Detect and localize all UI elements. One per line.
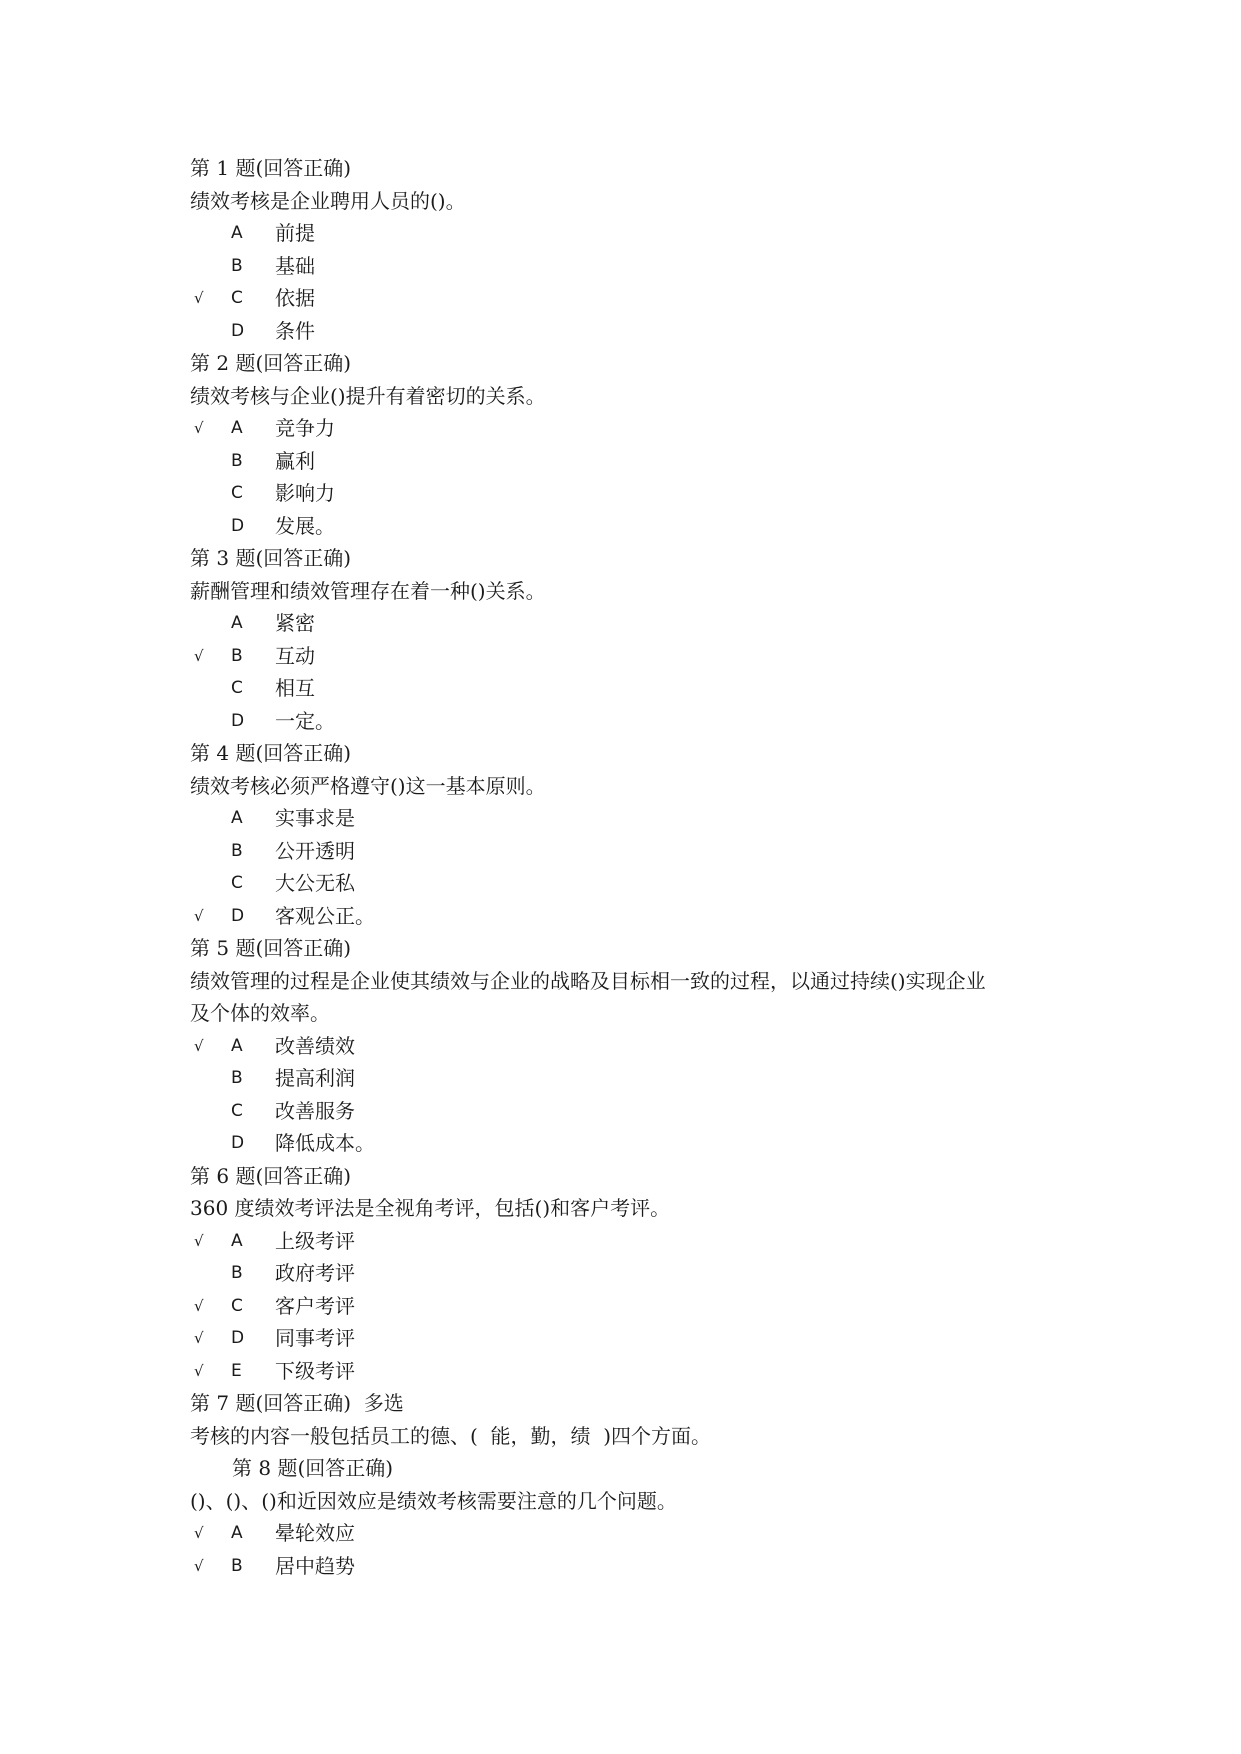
option-text: 提高利润 [275, 1066, 355, 1090]
question-8 [190, 1452, 1070, 1582]
option-d [190, 900, 1070, 933]
question-text: 绩效考核必须严格遵守()这一基本原则。 [190, 773, 546, 798]
question-1 [190, 152, 1070, 347]
question-header: 第 3 题(回答正确) [190, 546, 352, 570]
option-letter: D [231, 320, 245, 341]
option-letter: B [231, 840, 243, 861]
question-header: 第 8 题(回答正确) [232, 1456, 394, 1480]
question-text: ()、()、()和近因效应是绩效考核需要注意的几个问题。 [190, 1488, 677, 1513]
option-letter: D [231, 905, 245, 926]
option-c [190, 672, 1070, 705]
option-c [190, 867, 1070, 900]
option-letter: C [231, 1100, 243, 1121]
option-text: 客户考评 [275, 1293, 355, 1318]
option-b [190, 640, 1070, 673]
option-text: 实事求是 [275, 806, 355, 830]
check-mark-icon: √ [194, 1361, 204, 1380]
check-mark-icon: √ [194, 906, 204, 925]
option-b [190, 835, 1070, 868]
option-letter: C [231, 288, 243, 308]
question-6 [190, 1160, 1070, 1388]
question-text: 360 度绩效考评法是全视角考评，包括()和客户考评。 [190, 1196, 671, 1220]
option-letter: E [231, 1360, 242, 1381]
option-b [190, 445, 1070, 478]
option-letter: D [231, 1328, 245, 1348]
option-text: 基础 [275, 253, 315, 278]
option-text: 降低成本。 [275, 1131, 375, 1155]
question-header: 第 7 题(回答正确) 多选 [190, 1391, 404, 1415]
option-e [190, 1355, 1070, 1388]
question-2 [190, 347, 1070, 542]
option-text: 前提 [275, 221, 315, 245]
option-letter: D [231, 1133, 245, 1153]
option-letter: B [231, 1263, 243, 1283]
option-c [190, 282, 1070, 315]
option-text: 竞争力 [275, 416, 335, 440]
option-text: 一定。 [275, 708, 335, 733]
option-letter: A [231, 808, 243, 828]
question-text: 绩效考核与企业()提升有着密切的关系。 [190, 383, 546, 408]
option-letter: A [231, 418, 243, 438]
question-text: 薪酬管理和绩效管理存在着一种()关系。 [190, 578, 546, 603]
question-3 [190, 542, 1070, 737]
option-d [190, 510, 1070, 543]
option-a [190, 802, 1070, 835]
option-letter: A [231, 613, 243, 633]
option-b [190, 1257, 1070, 1290]
option-text: 影响力 [275, 481, 335, 505]
option-text: 同事考评 [275, 1326, 355, 1350]
option-letter: B [231, 255, 243, 276]
option-text: 政府考评 [275, 1261, 355, 1285]
option-text: 依据 [275, 286, 315, 310]
option-d [190, 315, 1070, 348]
option-text: 下级考评 [275, 1358, 355, 1383]
option-text: 互动 [275, 643, 315, 668]
check-mark-icon: √ [194, 1231, 204, 1250]
option-a [190, 1517, 1070, 1550]
question-header: 第 2 题(回答正确) [190, 351, 352, 375]
option-text: 赢利 [275, 448, 315, 473]
question-4 [190, 737, 1070, 932]
option-letter: A [231, 1523, 243, 1543]
option-text: 上级考评 [275, 1228, 355, 1253]
option-letter: D [231, 515, 245, 536]
option-text: 紧密 [275, 611, 315, 635]
option-letter: C [231, 483, 243, 503]
option-letter: C [231, 873, 243, 893]
option-text: 大公无私 [275, 871, 355, 895]
option-a [190, 1225, 1070, 1258]
option-d [190, 705, 1070, 738]
option-text: 改善服务 [275, 1098, 355, 1123]
check-mark-icon: √ [194, 1329, 204, 1347]
option-a [190, 607, 1070, 640]
question-text: 考核的内容一般包括员工的德、( 能，勤，绩 )四个方面。 [190, 1423, 712, 1448]
option-a [190, 1030, 1070, 1063]
option-text: 改善绩效 [275, 1033, 355, 1058]
check-mark-icon: √ [194, 289, 204, 307]
question-5 [190, 932, 1070, 1160]
check-mark-icon: √ [194, 646, 204, 665]
option-text: 相互 [275, 676, 315, 700]
option-letter: A [231, 1230, 243, 1251]
check-mark-icon: √ [194, 1524, 204, 1542]
question-header: 第 4 题(回答正确) [190, 741, 352, 765]
check-mark-icon: √ [194, 419, 204, 437]
question-7 [190, 1387, 1070, 1452]
option-letter: B [231, 1555, 243, 1576]
question-text-line-1: 绩效管理的过程是企业使其绩效与企业的战略及目标相一致的过程，以通过持续()实现企业 [190, 968, 986, 993]
option-c [190, 1290, 1070, 1323]
option-letter: D [231, 710, 245, 731]
question-header: 第 6 题(回答正确) [190, 1163, 352, 1188]
question-text-line-2: 及个体的效率。 [190, 1001, 330, 1025]
option-b [190, 250, 1070, 283]
question-text: 绩效考核是企业聘用人员的()。 [190, 188, 466, 213]
option-c [190, 1095, 1070, 1128]
option-d [190, 1322, 1070, 1355]
option-letter: B [231, 1068, 243, 1088]
option-text: 晕轮效应 [275, 1521, 355, 1545]
option-d [190, 1127, 1070, 1160]
option-letter: A [231, 1035, 243, 1056]
option-text: 居中趋势 [275, 1553, 355, 1578]
option-c [190, 477, 1070, 510]
question-header: 第 1 题(回答正确) [190, 156, 352, 180]
option-text: 客观公正。 [275, 903, 375, 928]
option-a [190, 412, 1070, 445]
option-b [190, 1062, 1070, 1095]
check-mark-icon: √ [194, 1556, 204, 1575]
option-letter: A [231, 223, 243, 243]
option-a [190, 217, 1070, 250]
option-letter: C [231, 1295, 243, 1316]
check-mark-icon: √ [194, 1296, 204, 1315]
option-text: 条件 [275, 318, 315, 343]
option-letter: B [231, 450, 243, 471]
question-header: 第 5 题(回答正确) [190, 936, 352, 960]
option-b [190, 1550, 1070, 1583]
check-mark-icon: √ [194, 1036, 204, 1055]
option-text: 发展。 [275, 513, 335, 538]
option-letter: C [231, 678, 243, 698]
option-text: 公开透明 [275, 838, 355, 863]
option-letter: B [231, 645, 243, 666]
quiz-content [190, 152, 1070, 1582]
